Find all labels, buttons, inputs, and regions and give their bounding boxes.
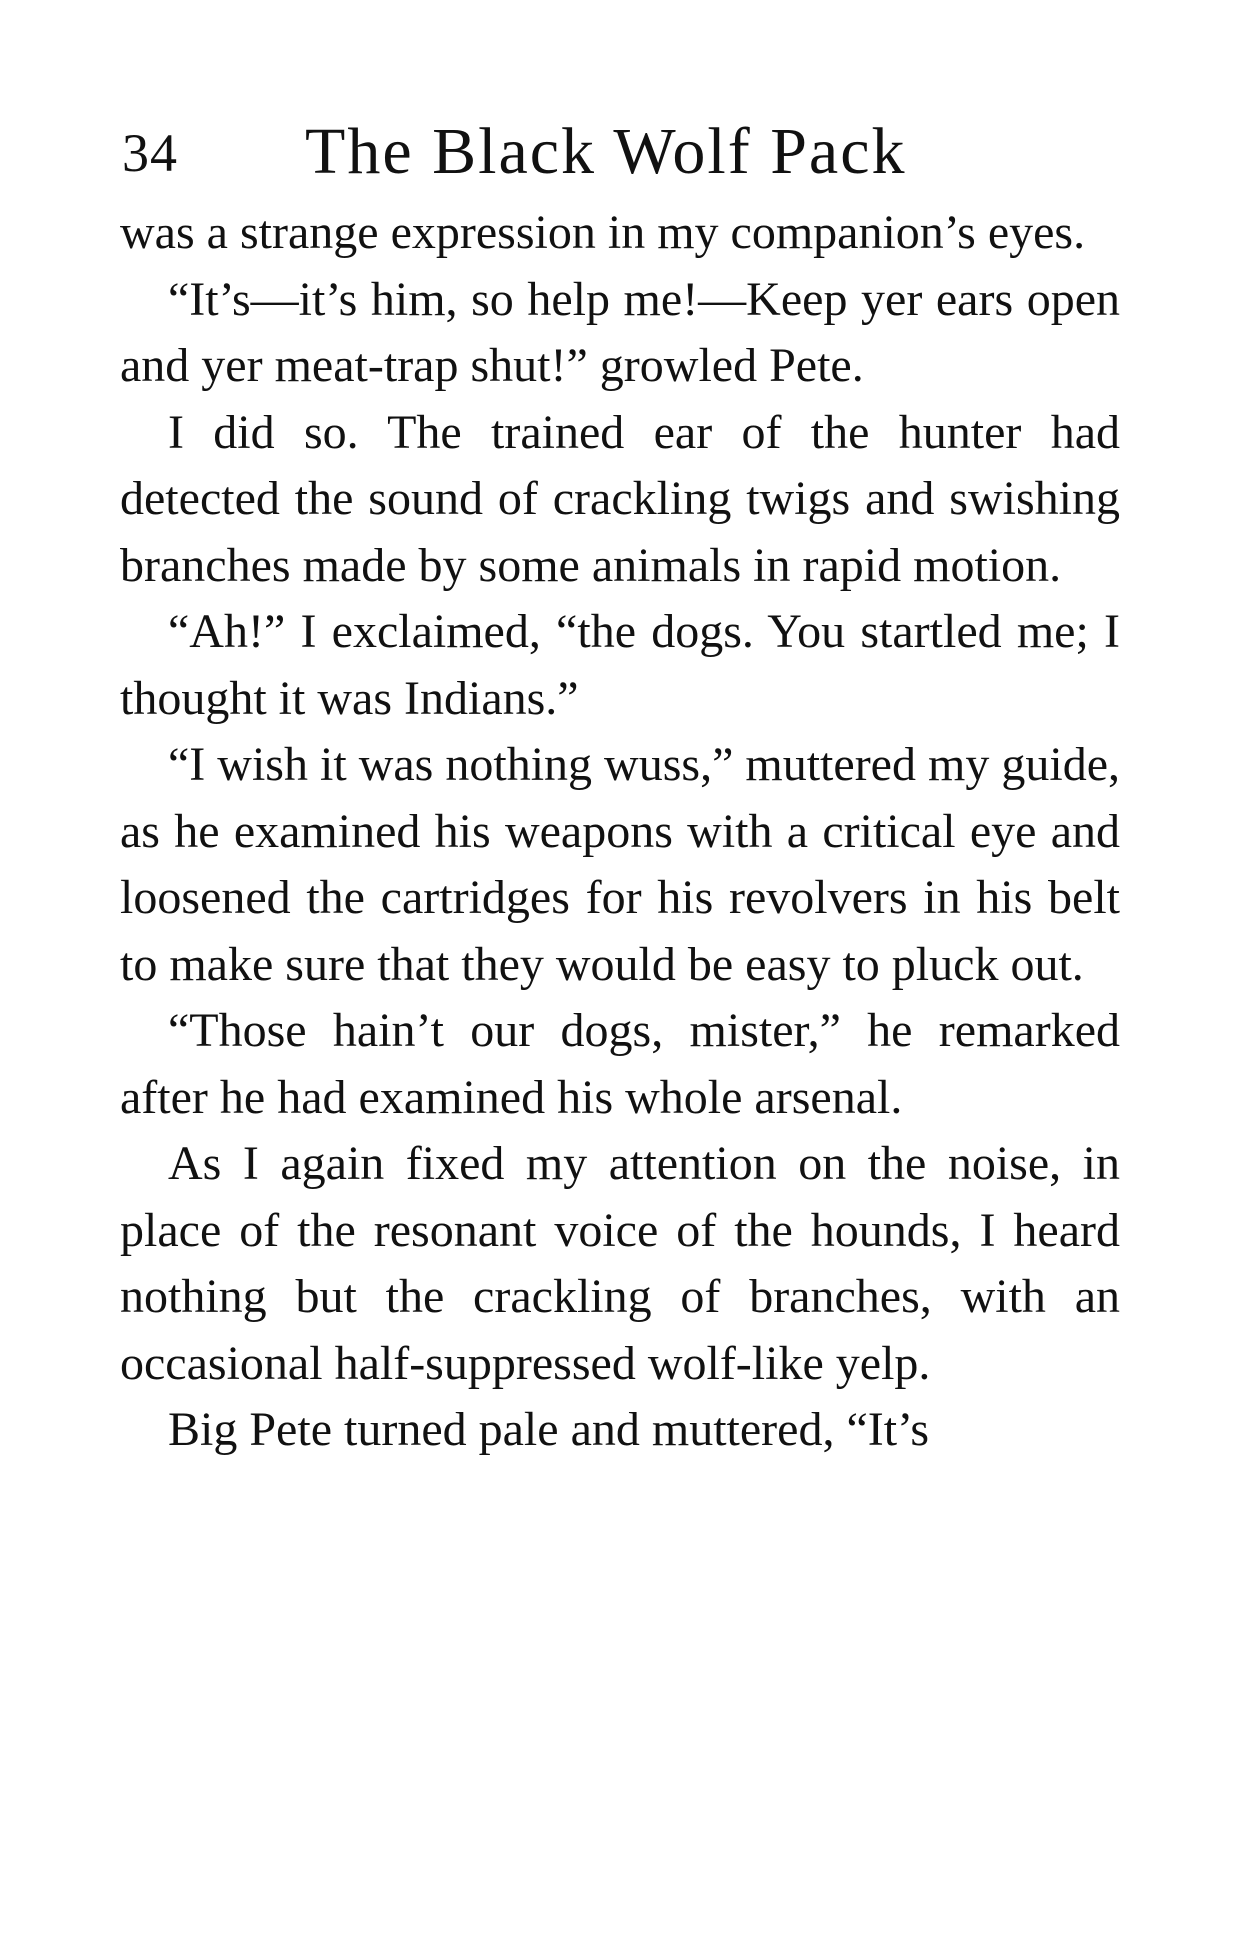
paragraph: I did so. The trained ear of the hunter had detected the sound of crackling twigs and swishing branches made by some animals in rapid motion. bbox=[120, 405, 1120, 592]
paragraph: “I wish it was nothing wuss,” muttered my guide, as he examined his weapons with a critical eye and loosened the cartridges for his revolvers in his belt to make sure that they would be easy to pluck out. bbox=[120, 738, 1120, 991]
running-head bbox=[120, 110, 1120, 190]
book-title: The Black Wolf Pack bbox=[305, 115, 907, 188]
paragraph: “Those hain’t our dogs, mister,” he remarked after he had examined his whole arsenal. bbox=[120, 1004, 1120, 1124]
paragraph: “It’s—it’s him, so help me!—Keep yer ears open and yer meat-trap shut!” growled Pete. bbox=[120, 272, 1120, 392]
paragraph: As I again fixed my attention on the noise, in place of the resonant voice of the hounds, I heard nothing but the crackling of branches, with an occasional half-suppressed wolf-like yelp. bbox=[120, 1137, 1120, 1390]
book-page bbox=[120, 110, 1120, 1464]
body-text bbox=[120, 200, 1120, 1464]
paragraph-final: Big Pete turned pale and muttered, “It’s bbox=[168, 1403, 930, 1456]
paragraph-continuation: was a strange expression in my companion’s eyes. bbox=[120, 206, 1086, 259]
paragraph: “Ah!” I exclaimed, “the dogs. You startled me; I thought it was Indians.” bbox=[120, 605, 1120, 725]
page-number: 34 bbox=[122, 123, 178, 183]
